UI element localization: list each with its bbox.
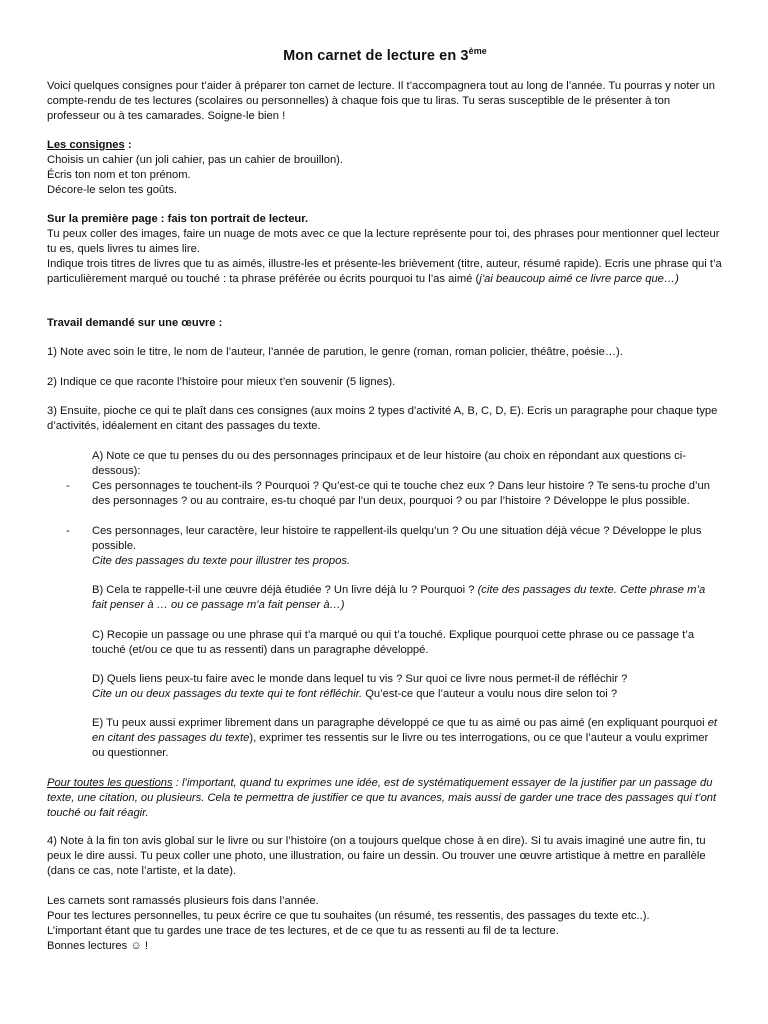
step-1: 1) Note avec soin le titre, le nom de l’auteur, l’année de parution, le genre (roman, roman policier, théâtre, poésie…). [47,346,623,358]
bonnes-lectures: Bonnes lectures ☺ ! [47,940,148,952]
title-superscript: ème [468,46,487,56]
premiere-paragraph-2: Indique trois titres de livres que tu as aimés, illustre-les et présente-les brièvement (titre, auteur, résumé rapide). Ecris une phrase qui t’a particulièrement marqué ou touché : ta phrase préférée ou écrits pourquoi tu l’as aimé (j’ai beaucoup aimé ce livre parce que…) [47,258,722,285]
premiere-page-section [47,212,723,287]
consignes-heading: Les consignes [47,139,125,151]
travail-heading: Travail demandé sur une œuvre : [47,317,223,329]
toutes-questions-paragraph: Pour toutes les questions : l’important, quand tu exprimes une idée, est de systématiquement essayer de la justifier par un passage du texte, une citation, ou plusieurs. Cela te permettra de justifier ce que tu avances, mais aussi de garder une trace des passages qui t’ont touché ou fait réagir. [47,777,717,819]
closing-section [47,894,723,954]
bullet-dash: - [66,480,70,492]
step-4: 4) Note à la fin ton avis global sur le livre ou sur l’histoire (on a toujours quelque chose à en dire). Si tu avais imaginé une autre fin, tu peux le dire aussi. Tu peux coller une photo, une illustration, ou faire un dessin. Ou trouver une œuvre artistique à mettre en parallèle (dans ce cas, note l’artiste, et la date). [47,835,706,877]
activity-b: B) Cela te rappelle-t-il une œuvre déjà étudiée ? Un livre déjà lu ? Pourquoi ? (cite des passages du texte. Cette phrase m’a fait penser à … ou ce passage m’a fait penser à…) [92,584,706,611]
step-3: 3) Ensuite, pioche ce qui te plaît dans ces consignes (aux moins 2 types d’activité A, B, C, D, E). Ecris un paragraphe pour chaque type d’activités, idéalement en citant des passages du texte. [47,405,718,432]
activity-a-question-1: Ces personnages te touchent-ils ? Pourquoi ? Qu’est-ce qui te touche chez eux ? Dans leur histoire ? Te sens-tu proche d’un des personnages ? ou au contraire, es-tu choqué par l’un deux, pourquoi ? ou par l’histoire ? Développe le plus possible. [92,480,710,507]
bullet-dash: - [66,525,70,537]
consigne-line: Décore-le selon tes goûts. [47,184,177,196]
activity-e: E) Tu peux aussi exprimer librement dans un paragraphe développé ce que tu as aimé ou pas aimé (en expliquant pourquoi et en citant des passages du texte), exprimer tes ressentis sur le livre ou tes interrogations, ou ce que l’auteur a voulu exprimer ou questionner. [92,717,718,759]
activity-a-question-2: Ces personnages, leur caractère, leur histoire te rappellent-ils quelqu’un ? Ou une situation déjà vécue ? Développe le plus possible. [92,525,702,552]
step-2: 2) Indique ce que raconte l’histoire pour mieux t’en souvenir (5 lignes). [47,376,396,388]
activity-c: C) Recopie un passage ou une phrase qui t’a marqué ou qui t’a touché. Explique pourquoi cette phrase ou ce passage t’a touché (et/ou ce que tu as ressenti) dans un paragraphe développé. [92,629,695,656]
intro-paragraph: Voici quelques consignes pour t’aider à préparer ton carnet de lecture. Il t’accompagnera tout au long de l’année. Tu pourras y noter un compte-rendu de tes lectures (scolaires ou personnelles) à chaque fois que tu liras. Tu seras susceptible de le présenter à ton professeur ou à tes camarades. Soigne-le bien ! [47,80,715,122]
activity-a-cite: Cite des passages du texte pour illustrer tes propos. [92,555,351,567]
activity-a-intro: A) Note ce que tu penses du ou des personnages principaux et de leur histoire (au choix en répondant aux questions ci-dessous): [92,450,686,477]
consignes-section [47,138,723,198]
closing-line: L’important étant que tu gardes une trace de tes lectures, et de ce que tu as ressenti au fil de ta lecture. [47,925,559,937]
page-title: Mon carnet de lecture en 3ème [283,46,487,64]
consigne-line: Écris ton nom et ton prénom. [47,169,191,181]
activity-d-line-2: Cite un ou deux passages du texte qui te font réfléchir. Qu’est-ce que l’auteur a voulu nous dire selon toi ? [92,688,618,700]
closing-line: Les carnets sont ramassés plusieurs fois dans l’année. [47,895,319,907]
closing-line: Pour tes lectures personnelles, tu peux écrire ce que tu souhaites (un résumé, tes ressentis, des passages du texte etc..). [47,910,650,922]
activity-d [92,672,723,702]
consignes-colon: : [124,139,132,151]
activity-d-line-1: D) Quels liens peux-tu faire avec le monde dans lequel tu vis ? Sur quoi ce livre nous permet-il de réfléchir ? [92,673,628,685]
premiere-paragraph-1: Tu peux coller des images, faire un nuage de mots avec ce que la lecture représente pour toi, des phrases pour mentionner quel lecteur tu es, quels livres tu aimes lire. [47,228,720,255]
toutes-heading: Pour toutes les questions [47,777,173,789]
premiere-heading: Sur la première page : fais ton portrait de lecteur. [47,213,309,225]
consigne-line: Choisis un cahier (un joli cahier, pas un cahier de brouillon). [47,154,344,166]
